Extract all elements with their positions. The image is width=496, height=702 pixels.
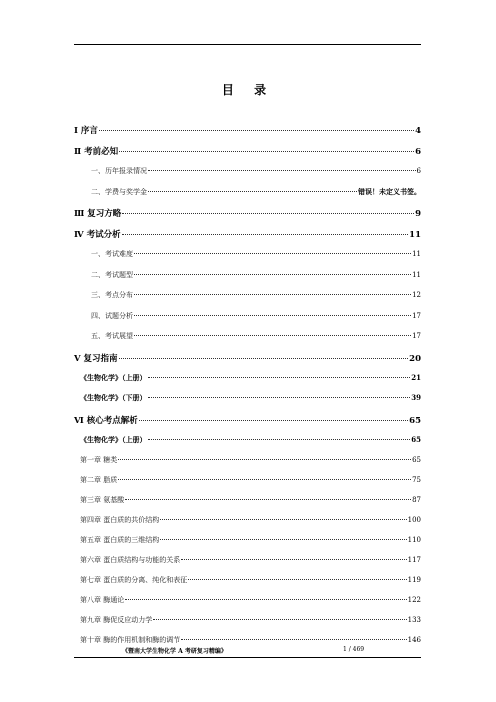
- toc-entry-page: 75: [412, 476, 421, 484]
- toc-leader-dots: [125, 599, 406, 600]
- toc-entry-page: 20: [409, 353, 421, 364]
- page-footer: [74, 646, 421, 656]
- toc-entry-label: 《生物化学》（上册）: [80, 372, 147, 382]
- toc-entry-label: 一、历年报录情况: [91, 167, 147, 175]
- toc-entry[interactable]: [74, 393, 421, 414]
- toc-entry-label: Ⅱ 考前必知: [74, 147, 119, 157]
- header-rule: [74, 44, 421, 45]
- toc-entry-label: 第九章 酶促反应动力学: [80, 616, 153, 624]
- toc-entry-page: 11: [409, 230, 421, 240]
- toc-entry-label: 第八章 酶通论: [80, 596, 125, 604]
- toc-leader-dots: [134, 294, 411, 295]
- toc-entry-page: 错误！未定义书签。: [358, 186, 421, 196]
- toc-entry[interactable]: [74, 145, 421, 166]
- toc-entry-label: 四、试题分析: [91, 311, 133, 320]
- footer-rule: [74, 657, 421, 658]
- toc-entry[interactable]: [74, 595, 421, 615]
- toc-leader-dots: [134, 253, 411, 254]
- toc-entry[interactable]: [74, 311, 421, 332]
- toc-leader-dots: [160, 519, 406, 520]
- toc-leader-dots: [148, 170, 416, 171]
- toc-leader-dots: [148, 439, 411, 440]
- toc-entry-label: 三、考点分布: [91, 291, 133, 299]
- toc-entry-label: 第五章 蛋白质的三维结构: [80, 536, 160, 544]
- toc-entry-label: 第二章 脂质: [80, 476, 118, 484]
- toc-entry-page: 119: [407, 576, 421, 584]
- toc-leader-dots: [134, 274, 411, 275]
- toc-entry-label: 第四章 蛋白质的共价结构: [80, 516, 160, 524]
- toc-leader-dots: [99, 130, 414, 131]
- toc-entry-label: Ⅲ 复习方略: [74, 209, 122, 219]
- toc-entry[interactable]: [74, 475, 421, 495]
- toc-entry-label: 第六章 蛋白质结构与功能的关系: [80, 556, 181, 564]
- toc-entry-label: 第一章 糖类: [80, 456, 118, 464]
- toc-entry[interactable]: [74, 228, 421, 249]
- toc-entry-label: Ⅴ 复习指南: [74, 353, 118, 364]
- toc-entry-label: 一、考试难度: [91, 250, 133, 258]
- toc-entry-page: 9: [415, 209, 421, 219]
- toc-entry-page: 17: [412, 332, 421, 340]
- toc-leader-dots: [118, 479, 411, 480]
- toc-entry-page: 11: [412, 250, 421, 258]
- toc-leader-dots: [188, 579, 406, 580]
- toc-entry-page: 6: [416, 167, 421, 175]
- toc-entry[interactable]: [74, 535, 421, 555]
- footer-page-number: 1 / 469: [343, 646, 365, 653]
- footer-title: 《暨南大学生物化学 A 考研复习精编》: [122, 648, 227, 655]
- toc-entry[interactable]: [74, 455, 421, 475]
- toc-leader-dots: [134, 335, 411, 336]
- toc-entry-page: 65: [409, 415, 421, 426]
- toc-entry[interactable]: [74, 331, 421, 352]
- toc-entry[interactable]: [74, 270, 421, 291]
- toc-entry-label: Ⅵ 核心考点解析: [74, 415, 138, 426]
- toc-leader-dots: [122, 234, 409, 235]
- toc-entry-label: Ⅰ 序言: [74, 126, 98, 136]
- toc-entry-label: 《生物化学》（上册）: [80, 434, 147, 444]
- toc-entry[interactable]: [74, 187, 421, 208]
- toc-entry[interactable]: [74, 555, 421, 575]
- toc-entry[interactable]: [74, 207, 421, 228]
- toc-leader-dots: [181, 639, 406, 640]
- toc-leader-dots: [134, 315, 411, 316]
- page-title: 目 录: [221, 83, 275, 97]
- toc-leader-dots: [148, 397, 411, 398]
- toc-leader-dots: [148, 377, 411, 378]
- toc-leader-dots: [153, 619, 406, 620]
- toc-entry[interactable]: [74, 124, 421, 145]
- toc-entry-label: 第十章 酶的作用机制和酶的调节: [80, 636, 181, 644]
- toc-leader-dots: [119, 358, 409, 359]
- toc-entry-page: 146: [407, 636, 421, 644]
- toc-entry-label: Ⅳ 考试分析: [74, 230, 121, 240]
- toc-entry-label: 二、考试题型: [91, 270, 133, 279]
- toc-entry[interactable]: [74, 575, 421, 595]
- toc-entry[interactable]: [74, 352, 421, 373]
- toc-leader-dots: [160, 539, 406, 540]
- toc-leader-dots: [148, 191, 357, 192]
- toc-entry-page: 6: [415, 147, 421, 157]
- toc-entry[interactable]: [74, 615, 421, 635]
- toc-entry-label: 《生物化学》（下册）: [80, 393, 147, 402]
- toc-leader-dots: [181, 559, 406, 560]
- toc-entry-label: 第三章 氨基酸: [80, 496, 125, 504]
- toc-leader-dots: [122, 213, 414, 214]
- toc-entry-label: 二、学费与奖学金: [91, 187, 147, 196]
- toc-entry-page: 11: [412, 270, 421, 279]
- toc-entry-page: 12: [412, 291, 421, 299]
- toc-leader-dots: [139, 420, 408, 421]
- table-of-contents: [74, 124, 421, 655]
- toc-leader-dots: [118, 459, 411, 460]
- toc-entry-page: 65: [411, 434, 421, 444]
- toc-leader-dots: [119, 151, 414, 152]
- toc-entry[interactable]: [74, 249, 421, 270]
- toc-entry-label: 第七章 蛋白质的分离、纯化和表征: [80, 576, 188, 584]
- toc-entry[interactable]: [74, 373, 421, 394]
- toc-entry-page: 4: [415, 126, 421, 136]
- toc-entry[interactable]: [74, 414, 421, 435]
- toc-entry-page: 17: [412, 311, 421, 320]
- toc-entry-page: 100: [407, 516, 421, 524]
- toc-leader-dots: [125, 499, 411, 500]
- toc-entry-page: 87: [412, 496, 421, 504]
- toc-entry[interactable]: [74, 290, 421, 311]
- toc-entry-page: 39: [411, 393, 421, 402]
- toc-entry-page: 117: [407, 556, 421, 564]
- toc-entry-page: 65: [412, 456, 421, 464]
- toc-entry-page: 133: [407, 616, 421, 624]
- toc-entry[interactable]: [74, 166, 421, 187]
- toc-entry[interactable]: [74, 435, 421, 456]
- toc-entry-page: 21: [411, 372, 421, 382]
- toc-entry[interactable]: [74, 495, 421, 515]
- toc-entry-label: 五、考试展望: [91, 332, 133, 340]
- toc-entry-page: 110: [407, 536, 421, 544]
- toc-entry[interactable]: [74, 515, 421, 535]
- toc-entry-page: 122: [407, 596, 421, 604]
